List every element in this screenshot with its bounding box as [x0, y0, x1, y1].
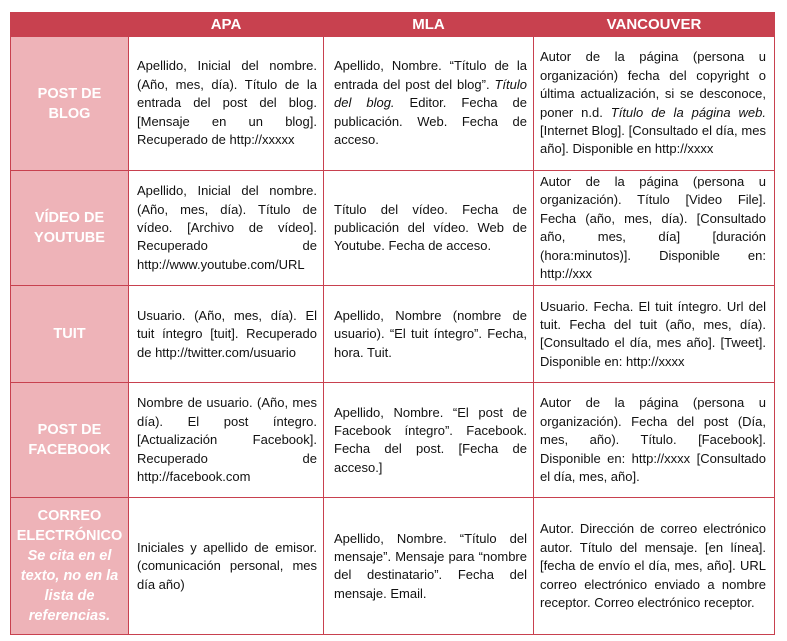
cell-mla: Apellido, Nombre. “Título del mensaje”. Mensaje para “nombre del destinatario”. Fecha del mensaje. Email.	[324, 498, 534, 635]
row-label: CORREO ELECTRÓNICO	[16, 508, 123, 545]
mla-text-b: Editor. Fecha de publicación. Web. Fecha de acceso.	[334, 95, 527, 148]
cell-apa: Nombre de usuario. (Año, mes día). El post íntegro. [Actualización Facebook]. Recuperado de http://facebook.com	[129, 383, 324, 498]
cell-apa: Iniciales y apellido de emisor. (comunicación personal, mes día año)	[129, 498, 324, 635]
cell-vancouver: Usuario. Fecha. El tuit íntegro. Url del tuit. Fecha del tuit (año, mes, día). [Consultado el día, mes año]. [Tweet]. Disponible en: http://xxxx	[534, 286, 775, 383]
cell-mla: Apellido, Nombre (nombre de usuario). “El tuit íntegro”. Fecha, hora. Tuit.	[324, 286, 534, 383]
cell-vancouver: Autor de la página (persona u organización). Título [Video File]. Fecha (año, mes, día). [Consultado año, mes, día] [duración (hora:minutos)]. Disponible en: http://xxx	[534, 171, 775, 286]
cell-apa: Apellido, Inicial del nombre. (Año, mes, día). Título de la entrada del post del blog. [Mensaje en un blog]. Recuperado de http://xxxxx	[129, 37, 324, 171]
cell-vancouver: Autor de la página (persona u organización). Fecha del post (Día, mes, año). Título. [Facebook]. Disponible en: http://xxxx [Consultado el día, mes, año].	[534, 383, 775, 498]
cell-mla: Apellido, Nombre. “El post de Facebook íntegro”. Facebook. Fecha del post. [Fecha de acceso.]	[324, 383, 534, 498]
row-label: POST DE BLOG	[11, 37, 129, 171]
row-note: Se cita en el texto, no en la lista de referencias.	[20, 548, 119, 625]
header-mla: MLA	[324, 13, 534, 37]
cell-apa: Apellido, Inicial del nombre. (Año, mes, día). Título de vídeo. [Archivo de vídeo]. Recuperado de http://www.youtube.com/URL	[129, 171, 324, 286]
cell-apa: Usuario. (Año, mes, día). El tuit íntegro [tuit]. Recuperado de http://twitter.com/usuario	[129, 286, 324, 383]
citation-table-container	[10, 12, 774, 635]
mla-text-italic: Título del blog.	[334, 76, 527, 111]
row-label: POST DE FACEBOOK	[11, 383, 129, 498]
row-correo-electronico	[11, 498, 775, 635]
row-tuit	[11, 286, 775, 383]
citation-table	[10, 12, 775, 635]
header-row	[11, 13, 775, 37]
van-text-a: Autor de la página (persona u organización) fecha del copyright o última actualización, si se desconoce, poner n.d.	[540, 49, 766, 120]
mla-text-a: Apellido, Nombre. “Título de la entrada del post del blog”.	[334, 58, 527, 92]
header-apa: APA	[129, 13, 324, 37]
row-post-de-facebook	[11, 383, 775, 498]
cell-mla	[324, 37, 534, 171]
header-empty	[11, 13, 129, 37]
row-video-de-youtube	[11, 171, 775, 286]
row-label: TUIT	[11, 286, 129, 383]
van-text-b: [Internet Blog]. [Consultado el día, mes año]. Disponible en http://xxxx	[540, 122, 766, 157]
van-text-italic: Título de la página web.	[610, 104, 766, 120]
cell-vancouver	[534, 37, 775, 171]
cell-vancouver: Autor. Dirección de correo electrónico autor. Título del mensaje. [en línea]. [fecha de envío el día, mes, año]. URL correo electrónico enviado a nombre receptor. Correo electrónico receptor.	[534, 498, 775, 635]
row-post-de-blog	[11, 37, 775, 171]
row-label: VÍDEO DE YOUTUBE	[11, 171, 129, 286]
row-label-group	[11, 498, 129, 635]
cell-mla: Título del vídeo. Fecha de publicación del vídeo. Web de Youtube. Fecha de acceso.	[324, 171, 534, 286]
header-vancouver: VANCOUVER	[534, 13, 775, 37]
